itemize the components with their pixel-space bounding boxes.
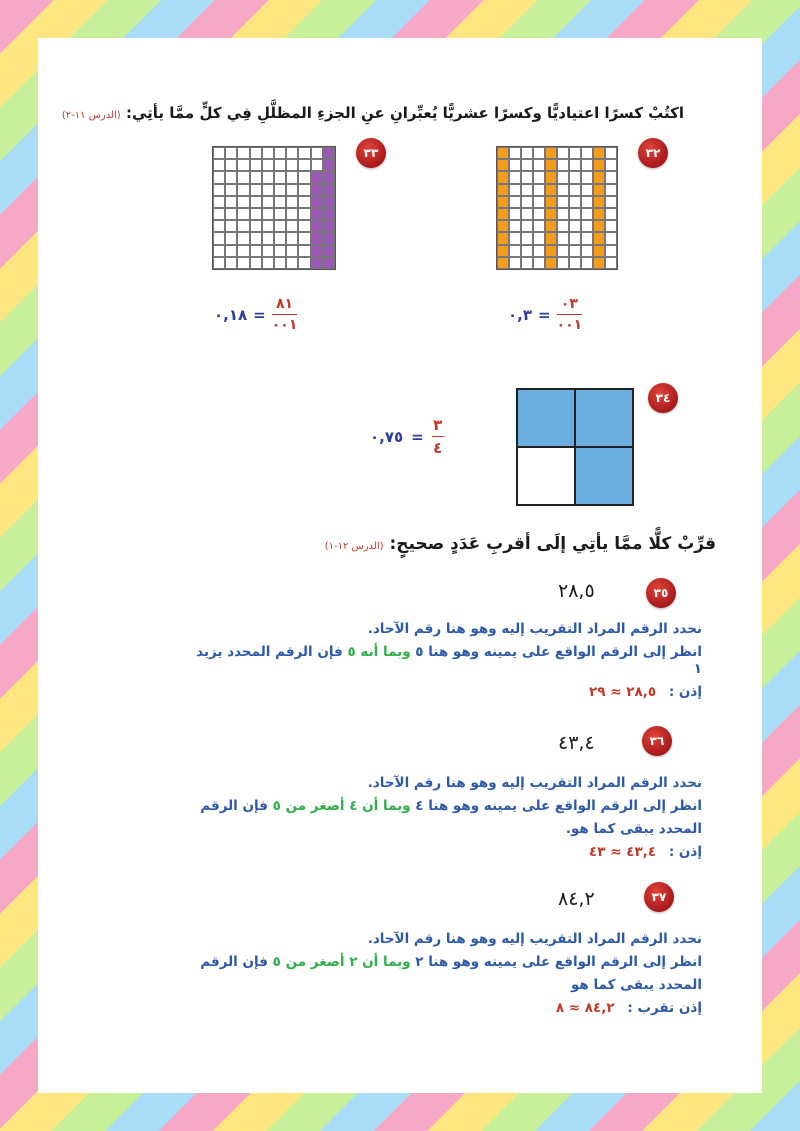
grid-cell	[605, 220, 617, 232]
q35-solution	[102, 618, 702, 704]
grid-cell	[581, 220, 593, 232]
grid-cell	[213, 159, 225, 171]
grid-cell	[274, 232, 286, 244]
q35-step2-green: وبما أنه ٥	[347, 644, 411, 660]
shaded-cell	[545, 159, 557, 171]
grid-cell	[509, 147, 521, 159]
grid-cell	[225, 184, 237, 196]
q32-hundred-grid	[496, 146, 618, 270]
grid-cell	[581, 232, 593, 244]
grid-cell	[225, 196, 237, 208]
grid-cell	[533, 196, 545, 208]
grid-cell	[509, 184, 521, 196]
q36-solution	[102, 772, 702, 864]
grid-cell	[509, 232, 521, 244]
grid-cell	[274, 220, 286, 232]
grid-cell	[298, 208, 310, 220]
shaded-cell	[545, 257, 557, 269]
shaded-cell	[311, 171, 323, 183]
grid-cell	[274, 257, 286, 269]
grid-cell	[250, 245, 262, 257]
grid-cell	[311, 159, 323, 171]
grid-cell	[225, 208, 237, 220]
grid-cell	[298, 220, 310, 232]
q34-fraction	[432, 416, 444, 457]
shaded-cell	[497, 245, 509, 257]
q35-number: ٢٨,٥	[558, 580, 595, 602]
grid-cell	[557, 232, 569, 244]
grid-cell	[274, 196, 286, 208]
grid-cell	[605, 159, 617, 171]
grid-cell	[286, 171, 298, 183]
q34-square-top-right	[574, 388, 634, 448]
grid-cell	[557, 184, 569, 196]
section2-header	[325, 534, 716, 554]
shaded-cell	[593, 171, 605, 183]
grid-cell	[569, 196, 581, 208]
q32-fraction-bar	[557, 314, 583, 315]
shaded-cell	[311, 220, 323, 232]
grid-cell	[533, 147, 545, 159]
shaded-cell	[323, 184, 335, 196]
q37-solution	[102, 928, 702, 1020]
q37-step2-green: وبما أن ٢ أصغر من ٥	[272, 954, 411, 970]
grid-cell	[298, 196, 310, 208]
grid-cell	[569, 147, 581, 159]
grid-cell	[250, 257, 262, 269]
grid-cell	[581, 208, 593, 220]
shaded-cell	[323, 220, 335, 232]
grid-cell	[521, 196, 533, 208]
grid-cell	[557, 220, 569, 232]
grid-cell	[605, 257, 617, 269]
grid-cell	[262, 196, 274, 208]
grid-cell	[213, 184, 225, 196]
q36-badge: ٣٦	[642, 726, 672, 756]
grid-cell	[557, 171, 569, 183]
grid-cell	[533, 171, 545, 183]
grid-cell	[250, 147, 262, 159]
q34-denominator: ٤	[433, 439, 443, 457]
q35-result-label: إذن :	[668, 684, 702, 700]
q36-result-label: إذن :	[668, 844, 702, 860]
grid-cell	[286, 208, 298, 220]
q32-equals: =	[538, 305, 551, 324]
grid-cell	[213, 245, 225, 257]
grid-cell	[533, 208, 545, 220]
grid-cell	[262, 232, 274, 244]
grid-cell	[262, 159, 274, 171]
grid-cell	[298, 245, 310, 257]
grid-cell	[286, 196, 298, 208]
grid-cell	[509, 159, 521, 171]
q33-answer	[214, 296, 297, 333]
shaded-cell	[497, 184, 509, 196]
grid-cell	[605, 171, 617, 183]
q32-fraction	[557, 296, 583, 333]
grid-cell	[237, 208, 249, 220]
q37-badge: ٣٧	[644, 882, 674, 912]
shaded-cell	[311, 245, 323, 257]
grid-cell	[557, 147, 569, 159]
q37-number: ٨٤,٢	[558, 888, 595, 910]
shaded-cell	[311, 257, 323, 269]
shaded-cell	[323, 257, 335, 269]
grid-cell	[521, 245, 533, 257]
q37-result-line	[102, 997, 702, 1020]
q36-step2	[102, 795, 702, 818]
grid-cell	[298, 171, 310, 183]
grid-cell	[569, 208, 581, 220]
shaded-cell	[593, 184, 605, 196]
q35-step2-b: فإن الرقم المحدد يزيد	[196, 644, 343, 660]
shaded-cell	[497, 208, 509, 220]
shaded-cell	[593, 147, 605, 159]
shaded-cell	[545, 184, 557, 196]
grid-cell	[286, 147, 298, 159]
q34-square-bottom-right	[574, 446, 634, 506]
shaded-cell	[323, 159, 335, 171]
q35-result-line	[102, 681, 702, 704]
grid-cell	[521, 232, 533, 244]
grid-cell	[237, 184, 249, 196]
q34-answer	[370, 416, 444, 457]
q37-result-label: إذن تقرب :	[627, 1000, 702, 1016]
q34-square-top-left	[516, 388, 576, 448]
shaded-cell	[497, 159, 509, 171]
shaded-cell	[545, 208, 557, 220]
shaded-cell	[323, 171, 335, 183]
q37-result: ٨٤,٢ ≈ ٨	[555, 1000, 615, 1016]
grid-cell	[581, 257, 593, 269]
q36-step2-green: وبما أن ٤ أصغر من ٥	[272, 798, 411, 814]
grid-cell	[213, 257, 225, 269]
grid-cell	[533, 184, 545, 196]
q35-result: ٢٨,٥ ≈ ٢٩	[589, 684, 657, 700]
shaded-cell	[323, 196, 335, 208]
grid-cell	[605, 232, 617, 244]
grid-cell	[605, 245, 617, 257]
grid-cell	[250, 171, 262, 183]
shaded-cell	[497, 220, 509, 232]
grid-cell	[286, 159, 298, 171]
q36-number: ٤٣,٤	[558, 732, 595, 754]
q33-denominator: ٠٠١	[271, 317, 298, 333]
grid-cell	[569, 220, 581, 232]
grid-cell	[250, 220, 262, 232]
section2-lesson-ref: (الدرس ١٢-١)	[324, 541, 384, 552]
shaded-cell	[545, 245, 557, 257]
grid-cell	[509, 208, 521, 220]
shaded-cell	[545, 220, 557, 232]
shaded-cell	[593, 245, 605, 257]
grid-cell	[581, 245, 593, 257]
q34-badge: ٣٤	[648, 383, 678, 413]
grid-cell	[213, 196, 225, 208]
worksheet-page	[38, 38, 762, 1093]
grid-cell	[250, 184, 262, 196]
grid-cell	[262, 208, 274, 220]
grid-cell	[298, 257, 310, 269]
grid-cell	[569, 245, 581, 257]
q37-step2-b: فإن الرقم	[200, 954, 268, 970]
q35-badge: ٣٥	[646, 578, 676, 608]
q33-badge: ٣٣	[356, 138, 386, 168]
grid-cell	[521, 147, 533, 159]
grid-cell	[581, 196, 593, 208]
grid-cell	[569, 184, 581, 196]
q34-quarter-square	[516, 388, 634, 506]
grid-cell	[521, 171, 533, 183]
grid-cell	[605, 147, 617, 159]
shaded-cell	[593, 208, 605, 220]
shaded-cell	[497, 171, 509, 183]
grid-cell	[274, 184, 286, 196]
grid-cell	[262, 184, 274, 196]
section2-instruction: قرِّبْ كلًّا ممَّا يأتِي إلَى أقربِ عَدَدٍ صحيحٍ:	[389, 534, 716, 554]
q33-equals: =	[253, 305, 266, 324]
grid-cell	[237, 171, 249, 183]
q32-decimal: ٠,٣	[508, 305, 533, 324]
grid-cell	[274, 245, 286, 257]
grid-cell	[237, 196, 249, 208]
grid-cell	[262, 220, 274, 232]
grid-cell	[225, 257, 237, 269]
grid-cell	[225, 232, 237, 244]
q35-step2-c: ١	[693, 661, 702, 677]
grid-cell	[521, 208, 533, 220]
q37-step2	[102, 951, 702, 974]
grid-cell	[509, 220, 521, 232]
q36-step2-b: فإن الرقم	[200, 798, 268, 814]
q36-step2-c: المحدد يبقى كما هو.	[565, 821, 702, 837]
shaded-cell	[311, 196, 323, 208]
shaded-cell	[593, 159, 605, 171]
grid-cell	[298, 232, 310, 244]
grid-cell	[521, 159, 533, 171]
grid-cell	[250, 232, 262, 244]
q34-equals: =	[411, 427, 424, 446]
grid-cell	[533, 232, 545, 244]
grid-cell	[605, 208, 617, 220]
grid-cell	[533, 159, 545, 171]
grid-cell	[605, 184, 617, 196]
grid-cell	[286, 245, 298, 257]
grid-cell	[509, 171, 521, 183]
grid-cell	[225, 220, 237, 232]
shaded-cell	[323, 245, 335, 257]
shaded-cell	[497, 257, 509, 269]
grid-cell	[581, 159, 593, 171]
q36-result-line	[102, 841, 702, 864]
grid-cell	[237, 245, 249, 257]
grid-cell	[225, 245, 237, 257]
section1-lesson-ref: (الدرس ١١-٢)	[61, 110, 121, 121]
shaded-cell	[593, 257, 605, 269]
grid-cell	[509, 245, 521, 257]
shaded-cell	[545, 147, 557, 159]
q36-result: ٤٣,٤ ≈ ٤٣	[589, 844, 657, 860]
grid-cell	[262, 257, 274, 269]
grid-cell	[298, 159, 310, 171]
grid-cell	[274, 208, 286, 220]
q35-step2-a: انظر إلى الرقم الواقع على يمينه وهو هنا ٥	[415, 644, 702, 660]
grid-cell	[298, 147, 310, 159]
grid-cell	[557, 196, 569, 208]
q33-fraction-bar	[272, 314, 298, 315]
grid-cell	[274, 147, 286, 159]
grid-cell	[557, 208, 569, 220]
grid-cell	[509, 257, 521, 269]
grid-cell	[521, 184, 533, 196]
grid-cell	[557, 257, 569, 269]
grid-cell	[509, 196, 521, 208]
grid-cell	[225, 159, 237, 171]
grid-cell	[213, 147, 225, 159]
grid-cell	[569, 232, 581, 244]
q37-step1: نحدد الرقم المراد التقريب إليه وهو هنا رقم الآحاد.	[367, 931, 702, 947]
q33-numerator: ٨١	[276, 296, 294, 312]
q32-badge: ٣٢	[638, 138, 668, 168]
q34-decimal: ٠,٧٥	[370, 427, 404, 446]
shaded-cell	[323, 232, 335, 244]
shaded-cell	[311, 208, 323, 220]
grid-cell	[286, 232, 298, 244]
shaded-cell	[497, 147, 509, 159]
grid-cell	[213, 208, 225, 220]
grid-cell	[213, 232, 225, 244]
grid-cell	[237, 220, 249, 232]
grid-cell	[286, 220, 298, 232]
grid-cell	[213, 220, 225, 232]
grid-cell	[237, 232, 249, 244]
grid-cell	[237, 147, 249, 159]
grid-cell	[286, 257, 298, 269]
q33-decimal: ٠,١٨	[214, 305, 248, 324]
section1-header	[62, 104, 684, 122]
grid-cell	[237, 159, 249, 171]
shaded-cell	[593, 232, 605, 244]
shaded-cell	[323, 208, 335, 220]
grid-cell	[569, 257, 581, 269]
q34-numerator: ٣	[433, 416, 443, 434]
q32-numerator: ٠٣	[560, 296, 578, 312]
grid-cell	[557, 159, 569, 171]
q37-step2-c: المحدد يبقى كما هو	[570, 977, 702, 993]
grid-cell	[581, 184, 593, 196]
grid-cell	[311, 147, 323, 159]
q36-step2-a: انظر إلى الرقم الواقع على يمينه وهو هنا ٤	[415, 798, 702, 814]
grid-cell	[581, 147, 593, 159]
q34-square-bottom-left	[516, 446, 576, 506]
grid-cell	[298, 184, 310, 196]
shaded-cell	[593, 220, 605, 232]
shaded-cell	[593, 196, 605, 208]
grid-cell	[605, 196, 617, 208]
q32-answer	[508, 296, 582, 333]
q33-hundred-grid	[212, 146, 336, 270]
shaded-cell	[311, 184, 323, 196]
shaded-cell	[545, 232, 557, 244]
grid-cell	[533, 220, 545, 232]
grid-cell	[213, 171, 225, 183]
grid-cell	[569, 171, 581, 183]
q36-step1: نحدد الرقم المراد التقريب إليه وهو هنا رقم الآحاد.	[367, 775, 702, 791]
grid-cell	[237, 257, 249, 269]
shaded-cell	[323, 147, 335, 159]
grid-cell	[262, 147, 274, 159]
grid-cell	[225, 147, 237, 159]
q35-step1: نحدد الرقم المراد التقريب إليه وهو هنا رقم الآحاد.	[367, 621, 702, 637]
grid-cell	[533, 257, 545, 269]
q32-denominator: ٠٠١	[556, 317, 583, 333]
grid-cell	[262, 171, 274, 183]
grid-cell	[262, 245, 274, 257]
q33-fraction	[272, 296, 298, 333]
grid-cell	[521, 220, 533, 232]
shaded-cell	[545, 196, 557, 208]
shaded-cell	[497, 232, 509, 244]
grid-cell	[581, 171, 593, 183]
grid-cell	[225, 171, 237, 183]
grid-cell	[569, 159, 581, 171]
grid-cell	[250, 208, 262, 220]
grid-cell	[250, 159, 262, 171]
grid-cell	[274, 159, 286, 171]
shaded-cell	[545, 171, 557, 183]
q34-fraction-bar	[432, 436, 444, 437]
grid-cell	[521, 257, 533, 269]
q37-step2-a: انظر إلى الرقم الواقع على يمينه وهو هنا ٢	[415, 954, 702, 970]
grid-cell	[557, 245, 569, 257]
shaded-cell	[311, 232, 323, 244]
section1-instruction: اكتُبْ كسرًا اعتياديًّا وكسرًا عشريًّا يُعبِّرانِ عنِ الجزءِ المظلَّلِ فِي كلٍّ ممَّا يأتِي:	[125, 104, 684, 122]
shaded-cell	[497, 196, 509, 208]
grid-cell	[286, 184, 298, 196]
grid-cell	[250, 196, 262, 208]
grid-cell	[533, 245, 545, 257]
grid-cell	[274, 171, 286, 183]
